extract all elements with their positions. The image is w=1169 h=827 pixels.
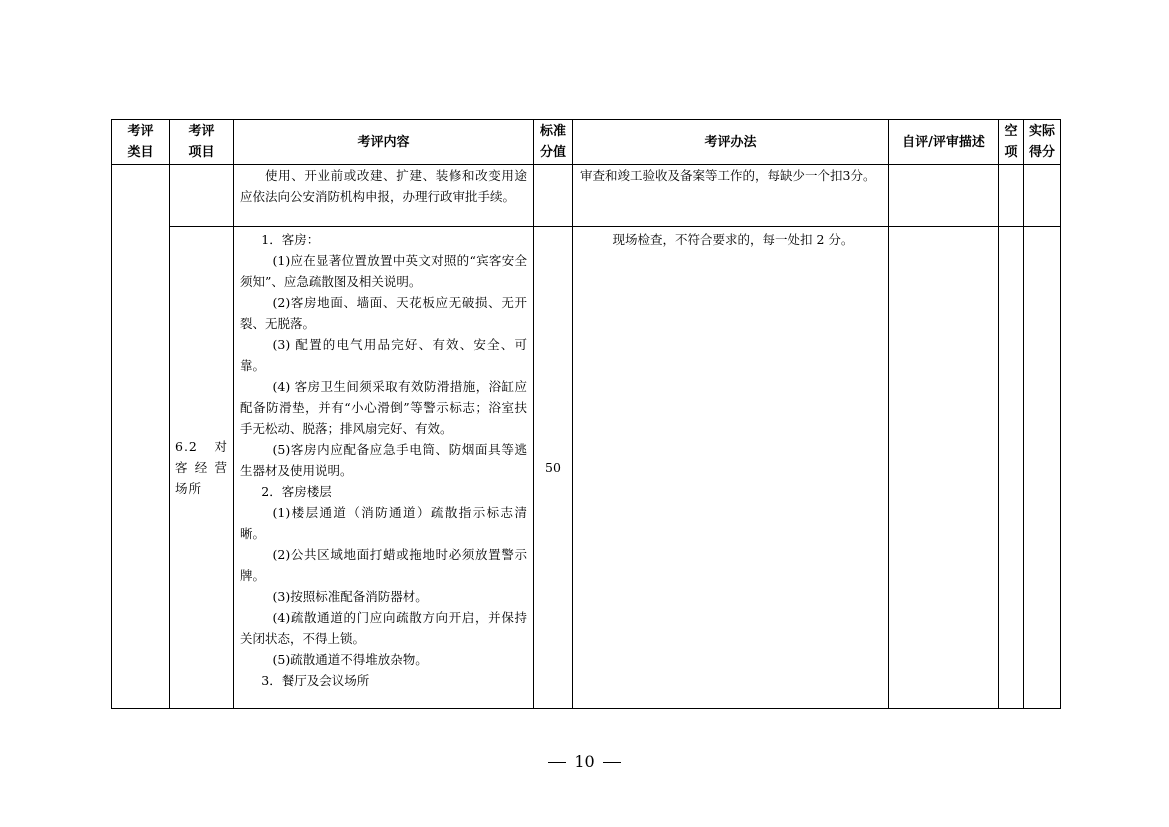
actual-score-cell (1024, 227, 1061, 709)
method-text: 审查和竣工验收及备案等工作的，每缺少一个扣3分。 (580, 168, 876, 183)
header-method: 考评办法 (573, 120, 889, 165)
score-cell: 50 (534, 227, 573, 709)
item-cell: 6.2 对客经营场所 (170, 227, 234, 709)
content-line: (5)疏散通道不得堆放杂物。 (272, 652, 428, 667)
header-self-review: 自评/评审描述 (889, 120, 999, 165)
item-cell (170, 165, 234, 227)
content-text: 使用、开业前或改建、扩建、装修和改变用途应依法向公安消防机构申报，办理行政审批手续。 (240, 168, 527, 204)
method-text: 现场检查，不符合要求的，每一处扣 2 分。 (612, 232, 854, 247)
header-standard-score: 标准 分值 (534, 120, 573, 165)
content-line: (3) 配置的电气用品完好、有效、安全、可靠。 (240, 337, 527, 373)
actual-score-cell (1024, 165, 1061, 227)
blank-cell (999, 227, 1024, 709)
content-cell (234, 227, 534, 709)
content-line: (1)应在显著位置放置中英文对照的“宾客安全须知”、应急疏散图及相关说明。 (240, 253, 527, 289)
header-category: 考评 类目 (112, 120, 170, 165)
content-line: (1)楼层通道（消防通道）疏散指示标志清晰。 (240, 505, 527, 541)
table-row (112, 165, 1061, 227)
header-item: 考评 项目 (170, 120, 234, 165)
page-number: 10 (574, 752, 595, 771)
footer-dash-right (603, 762, 621, 763)
header-actual-score: 实际 得分 (1024, 120, 1061, 165)
assessment-table (111, 119, 1061, 709)
page-footer (0, 752, 1169, 772)
content-list (240, 229, 527, 691)
content-line: (4)疏散通道的门应向疏散方向开启，并保持关闭状态，不得上锁。 (240, 610, 527, 646)
content-line: (2)公共区域地面打蜡或拖地时必须放置警示牌。 (240, 547, 527, 583)
method-cell (573, 165, 889, 227)
content-line: 2．客房楼层 (261, 484, 332, 499)
method-cell (573, 227, 889, 709)
content-line: 3．餐厅及会议场所 (261, 673, 370, 688)
self-review-cell (889, 227, 999, 709)
blank-cell (999, 165, 1024, 227)
header-content: 考评内容 (234, 120, 534, 165)
category-cell (112, 165, 170, 709)
score-cell (534, 165, 573, 227)
content-line: (3)按照标准配备消防器材。 (272, 589, 428, 604)
self-review-cell (889, 165, 999, 227)
header-blank: 空 项 (999, 120, 1024, 165)
content-line: (4) 客房卫生间须采取有效防滑措施，浴缸应配备防滑垫，并有“小心滑倒”等警示标志；浴室扶手无松动、脱落；排风扇完好、有效。 (240, 379, 527, 436)
table-row (112, 227, 1061, 709)
content-cell (234, 165, 534, 227)
table-header-row (112, 120, 1061, 165)
content-line: 1．客房： (261, 232, 320, 247)
content-line: (5)客房内应配备应急手电筒、防烟面具等逃生器材及使用说明。 (240, 442, 527, 478)
footer-dash-left (548, 762, 566, 763)
content-line: (2)客房地面、墙面、天花板应无破损、无开裂、无脱落。 (240, 295, 527, 331)
